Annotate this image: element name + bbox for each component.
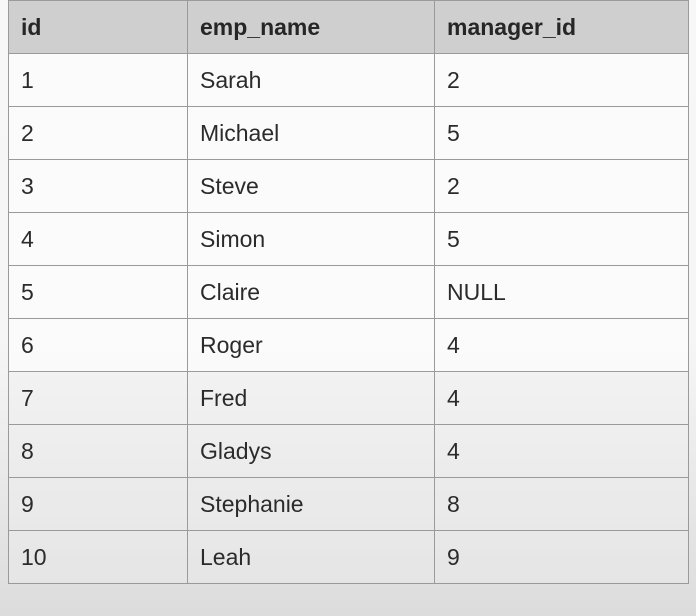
- cell-manager-id: 4: [435, 425, 689, 478]
- cell-manager-id: 2: [435, 160, 689, 213]
- cell-manager-id: 5: [435, 107, 689, 160]
- cell-manager-id: 9: [435, 531, 689, 584]
- cell-manager-id: 5: [435, 213, 689, 266]
- cell-emp-name: Roger: [188, 319, 435, 372]
- cell-id: 9: [9, 478, 188, 531]
- table-row: [9, 425, 689, 478]
- header-row: [9, 1, 689, 54]
- table-row: [9, 266, 689, 319]
- table-row: [9, 213, 689, 266]
- table-row: [9, 531, 689, 584]
- cell-emp-name: Claire: [188, 266, 435, 319]
- column-header-emp-name: emp_name: [188, 1, 435, 54]
- table-row: [9, 372, 689, 425]
- table-row: [9, 319, 689, 372]
- cell-manager-id: NULL: [435, 266, 689, 319]
- table-row: [9, 107, 689, 160]
- cell-id: 4: [9, 213, 188, 266]
- cell-manager-id: 4: [435, 372, 689, 425]
- cell-id: 5: [9, 266, 188, 319]
- cell-manager-id: 2: [435, 54, 689, 107]
- table-row: [9, 478, 689, 531]
- cell-emp-name: Simon: [188, 213, 435, 266]
- table-row: [9, 160, 689, 213]
- cell-emp-name: Michael: [188, 107, 435, 160]
- cell-emp-name: Gladys: [188, 425, 435, 478]
- cell-emp-name: Stephanie: [188, 478, 435, 531]
- cell-emp-name: Fred: [188, 372, 435, 425]
- cell-id: 7: [9, 372, 188, 425]
- employee-table: [8, 0, 689, 584]
- cell-emp-name: Steve: [188, 160, 435, 213]
- cell-id: 10: [9, 531, 188, 584]
- cell-id: 1: [9, 54, 188, 107]
- table-header: [9, 1, 689, 54]
- cell-id: 6: [9, 319, 188, 372]
- cell-emp-name: Sarah: [188, 54, 435, 107]
- table-body: [9, 54, 689, 584]
- cell-id: 3: [9, 160, 188, 213]
- column-header-manager-id: manager_id: [435, 1, 689, 54]
- cell-manager-id: 4: [435, 319, 689, 372]
- column-header-id: id: [9, 1, 188, 54]
- table-row: [9, 54, 689, 107]
- cell-id: 2: [9, 107, 188, 160]
- cell-manager-id: 8: [435, 478, 689, 531]
- cell-emp-name: Leah: [188, 531, 435, 584]
- cell-id: 8: [9, 425, 188, 478]
